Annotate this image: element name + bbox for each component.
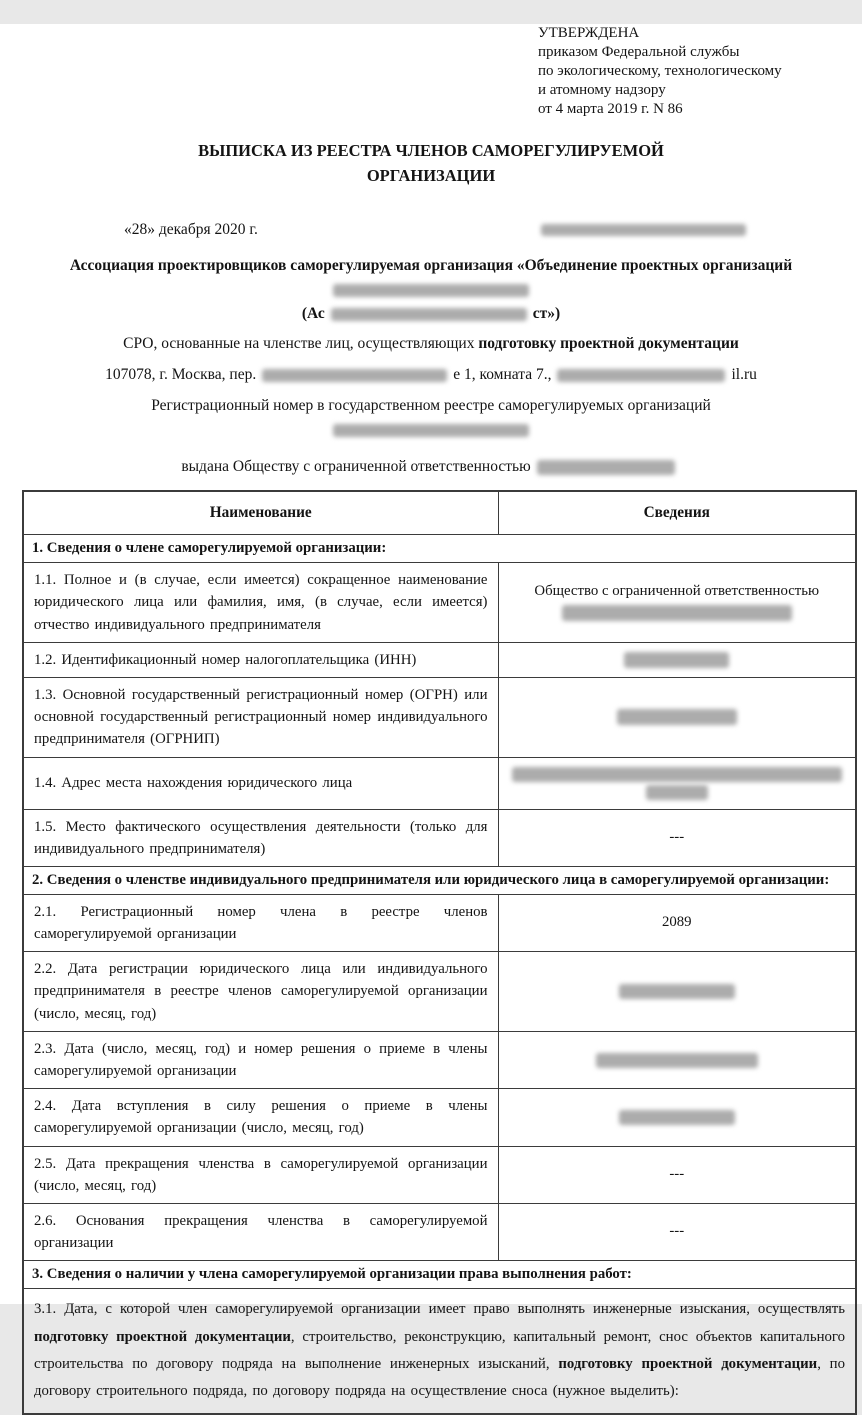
label-cell: 1.3. Основной государственный регистрационный номер (ОГРН) или основной государственный регистрационный номер индивидуального предпринимателя (ОГРНИП) (23, 677, 498, 757)
sro-address-line (0, 364, 862, 385)
redacted-text (333, 284, 529, 297)
label-cell: 1.1. Полное и (в случае, если имеется) сокращенное наименование юридического лица или фамилия, имя, (в случае, если имеется) отчество индивидуального предпринимателя (23, 563, 498, 643)
approval-block (538, 24, 862, 119)
value-cell (498, 1146, 856, 1203)
table-row (23, 1146, 856, 1203)
redacted-text (512, 767, 842, 782)
table-header-row (23, 491, 856, 535)
table-row (23, 1089, 856, 1146)
registry-number-caption-line (0, 395, 862, 416)
document-page (0, 24, 862, 1400)
label-cell: 1.4. Адрес места нахождения юридического лица (23, 757, 498, 809)
value-cell (498, 809, 856, 866)
document-title (0, 139, 862, 189)
redacted-text (624, 652, 729, 668)
redacted-text (541, 224, 746, 236)
bold-text: ст») (532, 304, 561, 322)
sro-name-redacted-line (0, 279, 862, 300)
redacted-text (537, 460, 675, 475)
approval-line: от 4 марта 2019 г. N 86 (538, 101, 683, 118)
table-row (23, 757, 856, 809)
sro-name-line (0, 255, 862, 276)
document-title-line: ОРГАНИЗАЦИИ (366, 165, 496, 185)
redacted-text (596, 1053, 758, 1068)
value-text: --- (669, 829, 685, 845)
sro-type-line (0, 333, 862, 354)
bold-text: подготовку проектной документации (478, 334, 739, 352)
plain-text: Регистрационный номер в государственном реестре саморегулируемых организаций (151, 396, 711, 414)
value-cell (498, 642, 856, 677)
table-row (23, 952, 856, 1032)
redacted-text (617, 709, 737, 725)
label-cell: 2.3. Дата (число, месяц, год) и номер решения о приеме в члены саморегулируемой организации (23, 1031, 498, 1088)
plain-text: 107078, г. Москва, пер. (105, 365, 257, 383)
plain-text: il.ru (731, 365, 757, 383)
table-row (23, 1031, 856, 1088)
table-header-info: Сведения (498, 491, 856, 535)
section-row (23, 866, 856, 894)
table-row (23, 809, 856, 866)
label-cell: 2.2. Дата регистрации юридического лица или индивидуального предпринимателя в реестре членов саморегулируемой организации (число, месяц, год) (23, 952, 498, 1032)
value-cell (498, 677, 856, 757)
approval-line: и атомному надзору (538, 82, 666, 99)
section-label: 3. Сведения о наличии у члена саморегулируемой организации права выполнения работ: (23, 1261, 856, 1289)
bold-text: Ассоциация проектировщиков саморегулируемая организация «Объединение проектных организаций (69, 256, 793, 274)
plain-text: СРО, основанные на членстве лиц, осуществляющих (123, 334, 479, 352)
value-cell (498, 757, 856, 809)
sro-short-name-line (0, 303, 862, 324)
approval-line: по экологическому, технологическому (538, 63, 782, 80)
plain-text: , по договору строительного подряда, по договору подряда на осуществление сноса (нужное выделить): (34, 1356, 845, 1400)
redacted-text (562, 605, 792, 621)
preamble (0, 255, 862, 477)
section-row (23, 1261, 856, 1289)
approval-line: приказом Федеральной службы (538, 44, 740, 61)
full-text-cell (23, 1289, 856, 1414)
value-cell (498, 952, 856, 1032)
redacted-text (262, 369, 447, 382)
bold-text: подготовку проектной документации (558, 1356, 818, 1373)
value-text: --- (669, 1166, 685, 1183)
label-cell: 1.5. Место фактического осуществления деятельности (только для индивидуального предпринимателя) (23, 809, 498, 866)
value-cell (498, 563, 856, 643)
plain-text: , строительство, реконструкцию, капитальный ремонт, снос объектов капитального строительства по договору подряда на выполнение инженерных изысканий, (34, 1328, 845, 1373)
table-row (23, 1203, 856, 1260)
table-header-name: Наименование (23, 491, 498, 535)
section-label: 1. Сведения о члене саморегулируемой организации: (23, 535, 856, 563)
plain-text: е 1, комната 7., (453, 365, 552, 383)
label-cell: 2.5. Дата прекращения членства в саморегулируемой организации (число, месяц, год) (23, 1146, 498, 1203)
value-cell (498, 1089, 856, 1146)
plain-text: 3.1. Дата, с которой член саморегулируемой организации имеет право выполнять инженерные изыскания, осуществлять (34, 1301, 845, 1318)
redacted-text (619, 1110, 735, 1125)
section-label: 2. Сведения о членстве индивидуального предпринимателя или юридического лица в саморегулируемой организации: (23, 866, 856, 894)
redacted-text (557, 369, 725, 382)
date-text: «28» декабря 2020 г. (124, 220, 258, 238)
value-cell (498, 1031, 856, 1088)
date-line (124, 221, 746, 239)
value-text: --- (669, 1223, 685, 1240)
label-cell: 2.1. Регистрационный номер члена в реестре членов саморегулируемой организации (23, 894, 498, 951)
registry-table (22, 490, 857, 1415)
bold-text: подготовку проектной документации (34, 1328, 291, 1345)
approval-line: УТВЕРЖДЕНА (538, 25, 640, 41)
redacted-text (619, 984, 735, 999)
value-cell (498, 894, 856, 951)
redacted-text (333, 424, 529, 437)
value-cell (498, 1203, 856, 1260)
table-row (23, 1289, 856, 1414)
document-title-line: ВЫПИСКА ИЗ РЕЕСТРА ЧЛЕНОВ САМОРЕГУЛИРУЕМОЙ (198, 141, 664, 161)
table-row (23, 894, 856, 951)
plain-text: выдана Обществу с ограниченной ответственностью (181, 457, 531, 475)
issued-to-line (0, 456, 862, 477)
bold-text: (Ас (301, 304, 325, 322)
value-text: Общество с ограниченной ответственностью (534, 582, 820, 599)
table-row (23, 677, 856, 757)
table-row (23, 642, 856, 677)
registry-number-redacted-line (0, 419, 862, 440)
value-text: 2089 (661, 914, 692, 931)
table-row (23, 563, 856, 643)
label-cell: 1.2. Идентификационный номер налогоплательщика (ИНН) (23, 642, 498, 677)
redacted-text (331, 308, 527, 321)
label-cell: 2.4. Дата вступления в силу решения о приеме в члены саморегулируемой организации (число, месяц, год) (23, 1089, 498, 1146)
redacted-text (646, 785, 708, 800)
label-cell: 2.6. Основания прекращения членства в саморегулируемой организации (23, 1203, 498, 1260)
section-row (23, 535, 856, 563)
